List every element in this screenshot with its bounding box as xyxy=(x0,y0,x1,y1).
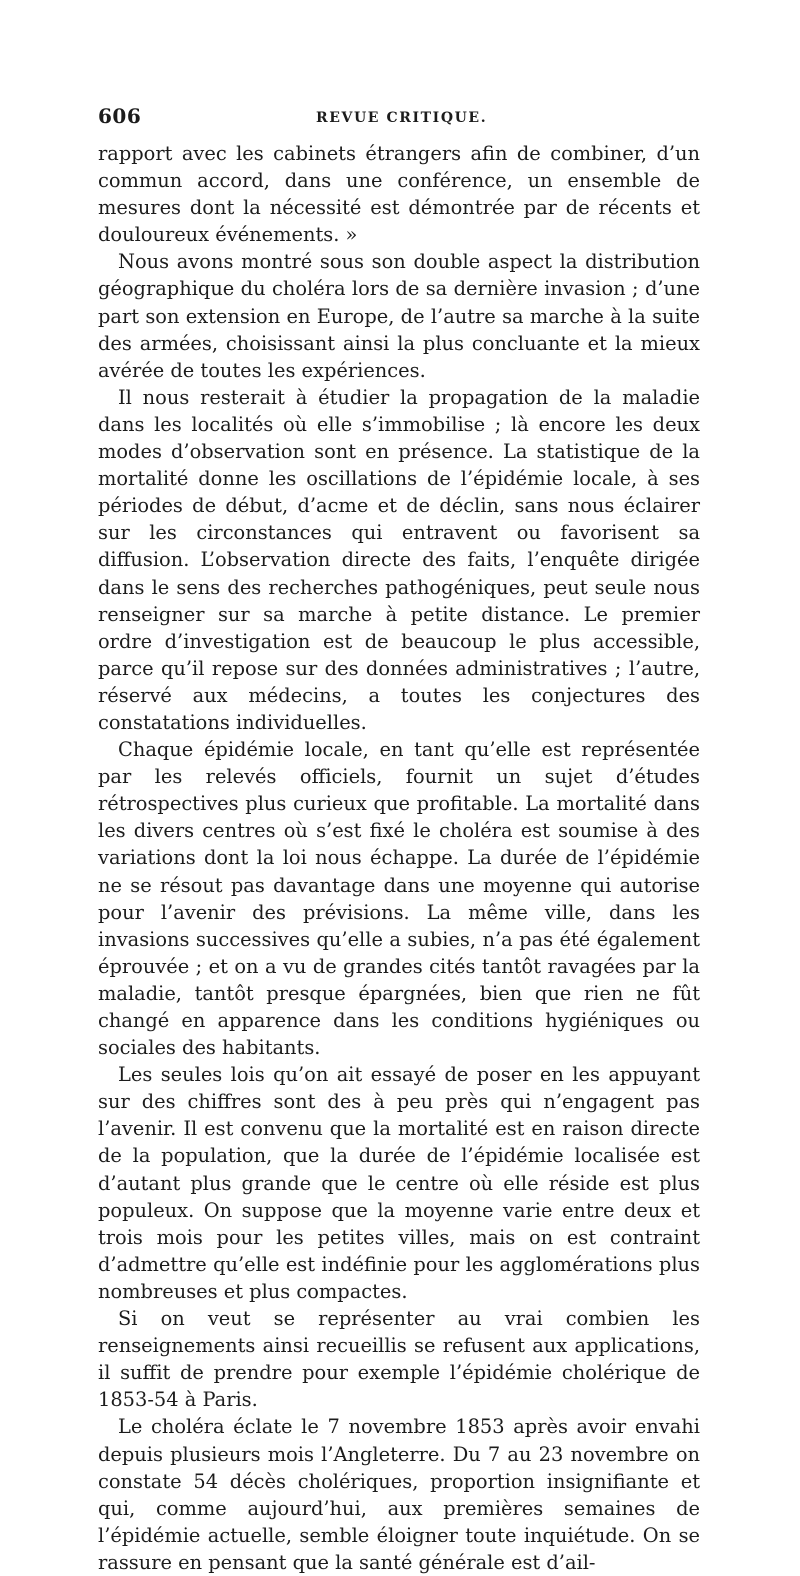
paragraph-6: Si on veut se représenter au vrai combien les renseignements ainsi recueillis se refusent aux applications, il suffit de prendre pour exemple l’épidémie cholérique de 1853-54 à Paris. xyxy=(98,1307,700,1412)
body-text xyxy=(98,140,700,1576)
paragraph-3: Il nous resterait à étudier la propagation de la maladie dans les localités où elle s’immobilise ; là encore les deux modes d’observation sont en présence. La statistique de la mortalité donne les oscillations de l’épidémie locale, à ses périodes de début, d’acme et de déclin, sans nous éclairer sur les circonstances qui entravent ou favorisent sa diffusion. L’observation directe des faits, l’enquête dirigée dans le sens des recherches pathogéniques, peut seule nous renseigner sur sa marche à petite distance. Le premier ordre d’investigation est de beaucoup le plus accessible, parce qu’il repose sur des données administratives ; l’autre, réservé aux médecins, a toutes les conjectures des constatations individuelles. xyxy=(98,385,700,734)
paragraph-5: Les seules lois qu’on ait essayé de poser en les appuyant sur des chiffres sont des à peu près qui n’engagent pas l’avenir. Il est convenu que la mortalité est en raison directe de la population, que la durée de l’épidémie localisée est d’autant plus grande que le centre où elle réside est plus populeux. On suppose que la moyenne varie entre deux et trois mois pour les petites villes, mais on est contraint d’admettre qu’elle est indéfinie pour les agglomérations plus nombreuses et plus compactes. xyxy=(98,1063,700,1303)
paragraph-2: Nous avons montré sous son double aspect la distribution géographique du choléra lors de sa dernière invasion ; d’une part son extension en Europe, de l’autre sa marche à la suite des armées, choisissant ainsi la plus concluante et la mieux avérée de toutes les expériences. xyxy=(98,250,700,382)
paragraph-7: Le choléra éclate le 7 novembre 1853 après avoir envahi depuis plusieurs mois l’Angleterre. Du 7 au 23 novembre on constate 54 décès cholériques, proportion insignifiante et qui, comme aujourd’hui, aux premières semaines de l’épidémie actuelle, semble éloigner toute inquiétude. On se rassure en pensant que la santé générale est d’ail- xyxy=(98,1415,700,1574)
paragraph-4: Chaque épidémie locale, en tant qu’elle est représentée par les relevés officiels, fournit un sujet d’études rétrospectives plus curieux que profitable. La mortalité dans les divers centres où s’est fixé le choléra est soumise à des variations dont la loi nous échappe. La durée de l’épidémie ne se résout pas davantage dans une moyenne qui autorise pour l’avenir des prévisions. La même ville, dans les invasions successives qu’elle a subies, n’a pas été également éprouvée ; et on a vu de grandes cités tantôt ravagées par la maladie, tantôt presque épargnées, bien que rien ne fût changé en apparence dans les conditions hygiéniques ou sociales des habitants. xyxy=(98,738,700,1060)
page-number: 606 xyxy=(98,104,142,128)
book-page xyxy=(98,104,700,1576)
running-title: REVUE CRITIQUE. xyxy=(316,110,488,126)
page-header xyxy=(98,104,700,134)
paragraph-1: rapport avec les cabinets étrangers afin de combiner, d’un commun accord, dans une conférence, un ensemble de mesures dont la nécessité est démontrée par de récents et douloureux événements. » xyxy=(98,142,700,247)
